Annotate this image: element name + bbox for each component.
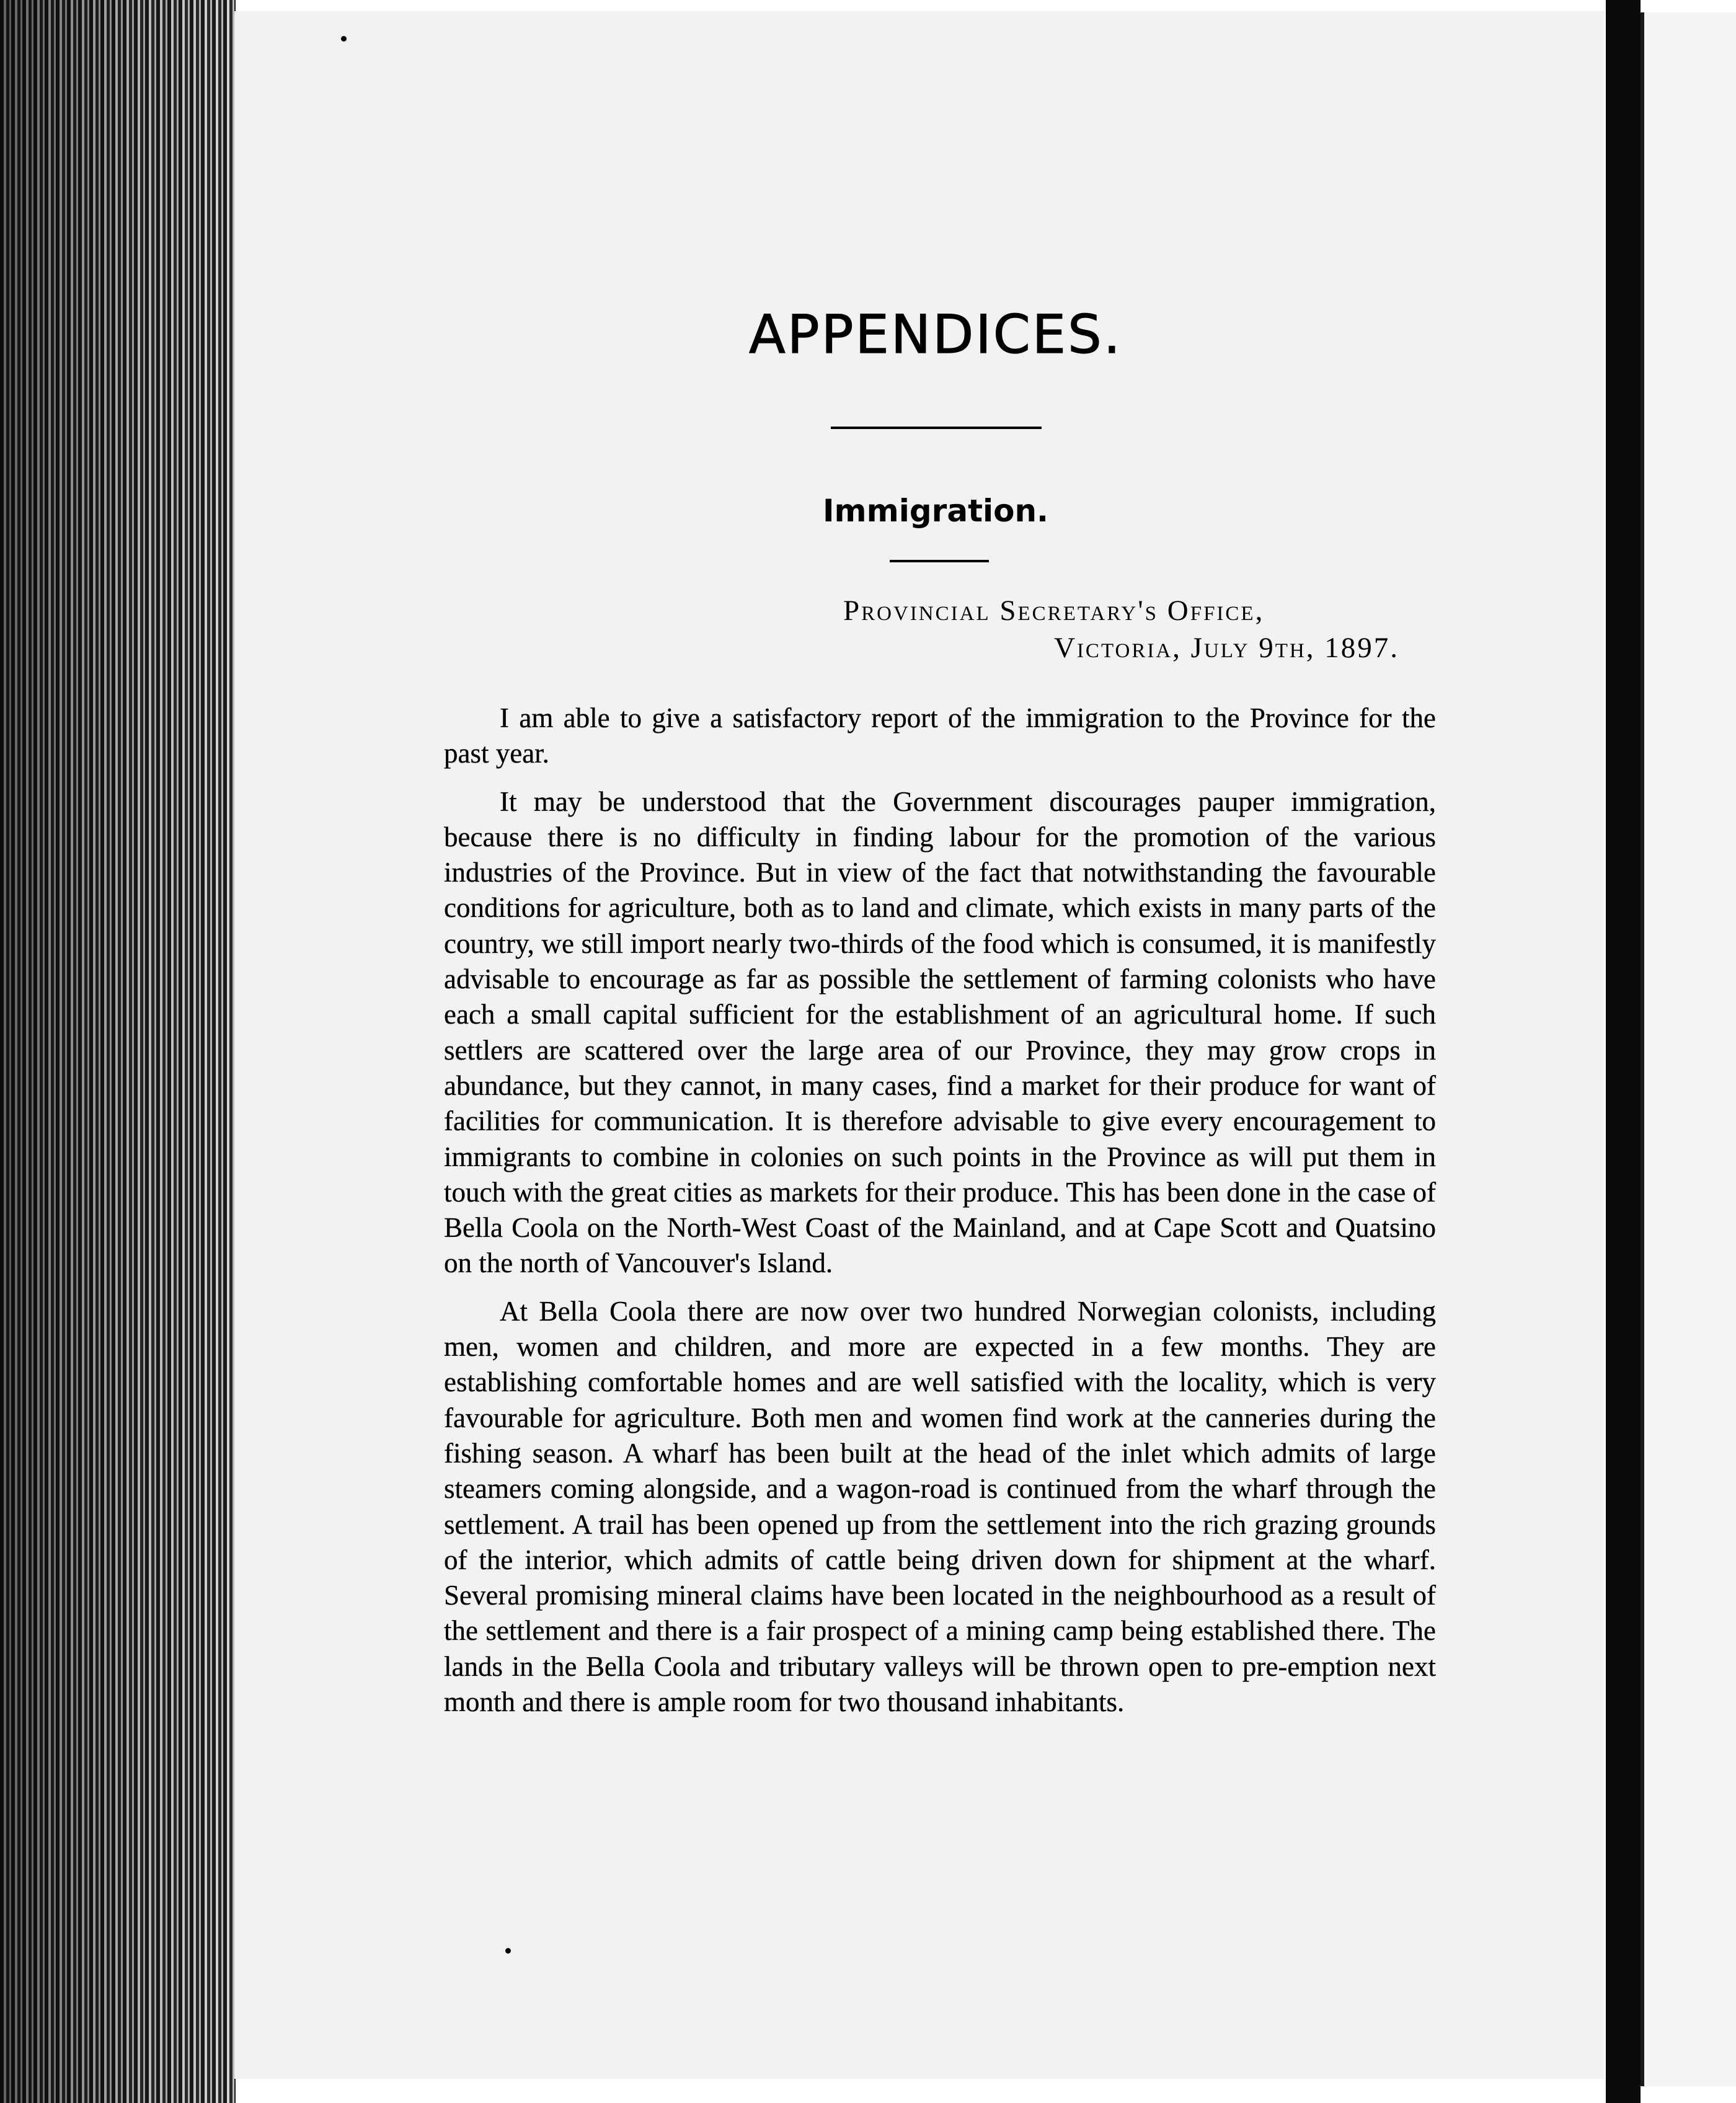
section-heading: Immigration. <box>822 493 1049 529</box>
scan-speck <box>341 36 347 42</box>
paragraph: At Bella Coola there are now over two hundred Norwegian colonists, including men, women and children, and more are expected in a few months. They are establishing comfortable homes and are well satisfied with the locality, which is very favourable for agriculture. Both men and women find work at the canneries during the fishing season. A wharf has been built at the head of the inlet which admits of large steamers coming alongside, and a wagon-road is continued from the wharf through the settlement. A trail has been opened up from the settlement into the rich grazing grounds of the interior, which admits of cattle being driven down for shipment at the wharf. Several promising mineral claims have been located in the neighbourhood as a result of the settlement and there is a fair prospect of a mining camp being established there. The lands in the Bella Coola and tributary valleys will be thrown open to pre-emption next month and there is ample room for two thousand inhabitants. <box>444 1295 1436 1718</box>
dateline-place-date: Victoria, July 9th, 1897. <box>1054 632 1399 664</box>
page-title: APPENDICES. <box>748 304 1123 366</box>
paragraph: It may be understood that the Government discourages pauper immigration, because there is no difficulty in finding labour for the promotion of the various industries of the Province. But in view of the fact that notwithstanding the favourable conditions for agriculture, both as to land and climate, which exists in many parts of the country, we still import nearly two-thirds of the food which is consumed, it is manifestly advisable to encourage as far as possible the settlement of farming colonists who have each a small capital sufficient for the establishment of an agricultural home. If such settlers are scattered over the large area of our Province, they may grow crops in abundance, but they cannot, in many cases, find a market for their produce for want of facilities for communication. It is therefore advisable to give every encouragement to immigrants to combine in colonies on such points in the Province as will put them in touch with the great cities as markets for their produce. This has been done in the case of Bella Coola on the North-West Coast of the Mainland, and at Cape Scott and Quatsino on the north of Vancouver's Island. <box>444 786 1436 1279</box>
body-text <box>444 701 1436 1732</box>
dateline-office: Provincial Secretary's Office, <box>843 595 1265 627</box>
paragraph: I am able to give a satisfactory report of the immigration to the Province for the past year. <box>444 702 1436 769</box>
facing-page-edge <box>1641 12 1736 2086</box>
section-rule <box>890 560 989 562</box>
title-rule <box>831 427 1042 429</box>
book-edge-shadow <box>0 0 236 2103</box>
scan-speck <box>505 1948 511 1954</box>
